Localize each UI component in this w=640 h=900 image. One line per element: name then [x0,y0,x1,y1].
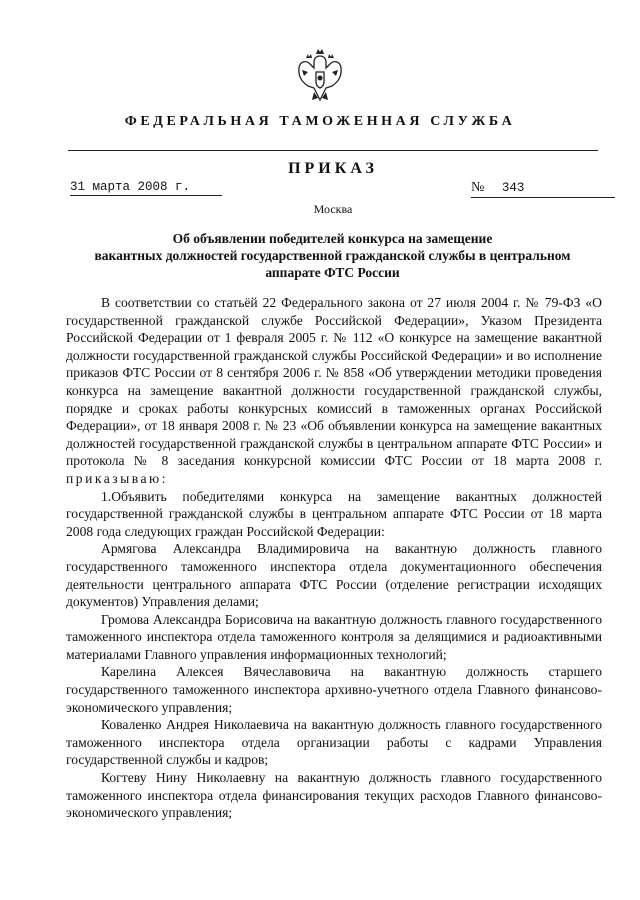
heading-line: вакантных должностей государственной гражданской службы в центральном [94,248,571,263]
heading-line: аппарате ФТС России [265,265,400,280]
body-paragraph: Карелина Алексея Вячеславовича на вакантную должность старшего государственного таможенного инспектора архивно-учетного отдела Главного финансово-экономического управления; [66,664,602,715]
document-city: Москва [313,202,353,216]
document-body [66,294,602,822]
preamble-paragraph [66,294,602,488]
header-divider [68,150,598,151]
number-sign: № [471,180,485,195]
body-paragraph: Армягова Александра Владимировича на вакантную должность главного государственного таможенного инспектора отдела документационного обеспечения деятельности центрального аппарата ФТС России (отделение регистрации исходящих документов) Управления делами; [66,541,602,610]
state-emblem-icon [296,48,344,106]
body-paragraph: Когтеву Нину Николаевну на вакантную должность главного государственного таможенного инспектора отдела финансирования текущих расходов Главного финансово-экономического управления; [66,770,602,821]
body-paragraph: Коваленко Андрея Николаевича на вакантную должность главного государственного таможенного инспектора отдела организации работы с кадрами Управления государственной службы и кадров; [66,717,602,768]
agency-name: ФЕДЕРАЛЬНАЯ ТАМОЖЕННАЯ СЛУЖБА [124,114,516,129]
body-paragraph: 1.Объявить победителями конкурса на замещение вакантных должностей государственной гражданской службы в центральном аппарате ФТС России от 18 марта 2008 года следующих граждан Российской Федерации: [66,488,602,539]
document-date: 31 марта 2008 г. [70,180,222,196]
document-type: ПРИКАЗ [288,160,378,177]
document-heading [60,230,605,281]
body-paragraph: Громова Александра Борисовича на вакантную должность главного государственного таможенного инспектора отдела таможенного контроля за делящимися и радиоактивными материалами Главного управления информационных технологий; [66,611,602,662]
preamble-text: В соответствии со статьёй 22 Федерального закона от 27 июля 2004 г. № 79-ФЗ «О государственной гражданской службе Российской Федерации», Указом Президента Российской Федерации от 1 февраля 2005 г. № 112 «О конкурсе на замещение вакантной должности государственной гражданской службы Российской Федерации» и во исполнение приказов ФТС России от 8 сентября 2006 г. № 858 «Об утверждении методики проведения конкурса на замещение вакантной должности государственной гражданской службы, порядке и сроках работы конкурсных комиссий в таможенных органах Российской Федерации», от 18 января 2008 г. № 23 «Об объявлении конкурса на замещение вакантных должностей государственной гражданской службы в центральном аппарате ФТС России» и протокола № 8 заседания конкурсной комиссии ФТС России от 18 марта 2008 г. [66,295,602,469]
order-word: приказываю: [66,470,168,486]
heading-line: Об объявлении победителей конкурса на замещение [172,231,493,246]
document-number-field [471,180,615,198]
document-number: 343 [501,181,525,195]
